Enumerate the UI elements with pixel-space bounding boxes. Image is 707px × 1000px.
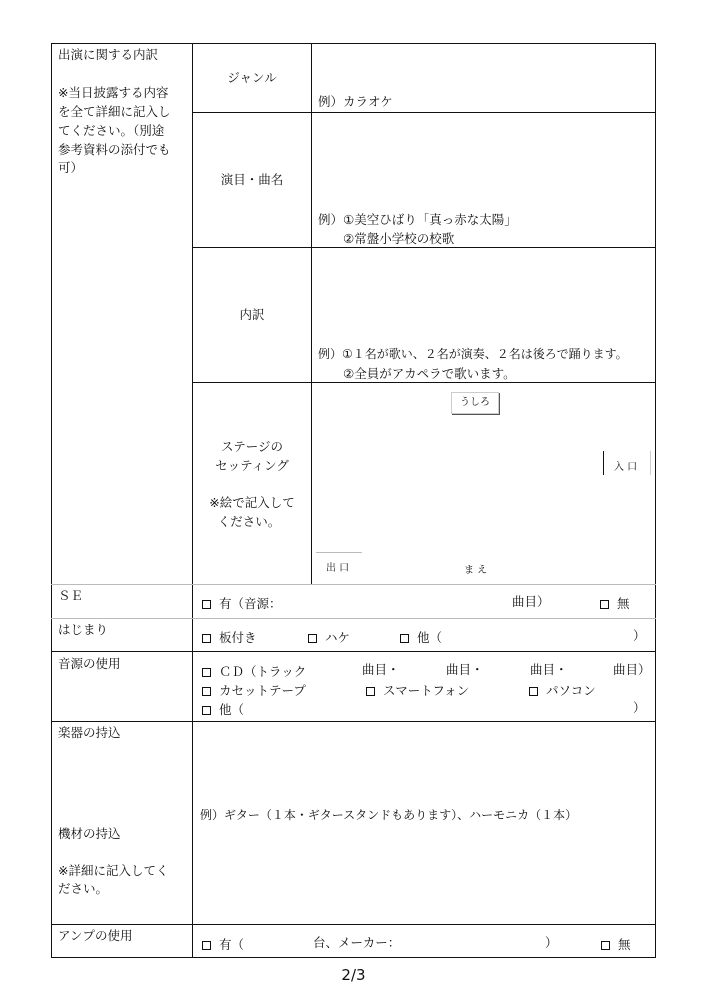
row-divider-start: [51, 651, 656, 652]
start-option-3-close: ）: [633, 628, 646, 643]
se-track-label: 曲目）: [512, 594, 550, 609]
se-yes-checkbox[interactable]: [202, 600, 211, 609]
breakdown-label: 内訳: [239, 307, 265, 322]
audio-cassette-checkbox[interactable]: [202, 687, 211, 696]
table-border-right: [655, 43, 656, 958]
stage-entrance-box: [603, 451, 651, 475]
stage-entrance-label: 入 口: [614, 462, 638, 473]
audio-cd-checkbox[interactable]: [202, 668, 211, 677]
amp-no-option[interactable]: [601, 935, 631, 953]
audio-smartphone-option[interactable]: [366, 681, 469, 699]
amp-yes-checkbox[interactable]: [202, 941, 211, 950]
performance-section-title: 出演に関する内訳: [58, 47, 159, 62]
performance-note-line-5: 可）: [58, 160, 84, 175]
amp-yes-label: 有（: [219, 937, 245, 952]
instruments-label: 楽器の持込: [58, 725, 121, 740]
table-border-top: [51, 43, 656, 44]
amp-units-label: 台、メーカー：: [313, 935, 401, 950]
start-option-2-label: ハケ: [325, 630, 351, 645]
start-option-3[interactable]: [400, 628, 442, 646]
performance-note-line-2: を全て詳細に記入し: [58, 104, 171, 119]
performance-note-line-4: 参考資料の添付でも: [58, 142, 171, 157]
audio-track-2: 曲目・: [446, 662, 484, 677]
row-divider-genre: [192, 112, 656, 113]
stage-label-line-1: ステージの: [220, 439, 283, 454]
start-option-1-label: 板付き: [219, 630, 257, 645]
stage-back-label: うしろ: [460, 397, 490, 408]
row-divider-stage: [51, 584, 656, 585]
audio-cd-option[interactable]: [202, 662, 306, 680]
program-example-line-2: ②常盤小学校の校歌: [343, 231, 455, 246]
audio-label: 音源の使用: [58, 656, 121, 671]
amp-no-label: 無: [618, 937, 631, 952]
breakdown-example-line-2: ②全員がアカペラで歌います。: [343, 366, 516, 381]
start-option-1-checkbox[interactable]: [202, 634, 211, 643]
performance-note-line-3: てください。（別途: [58, 123, 165, 138]
audio-track-3: 曲目・: [530, 662, 568, 677]
se-yes-option[interactable]: [202, 594, 282, 612]
table-border-left: [51, 43, 52, 958]
start-option-2-checkbox[interactable]: [308, 634, 317, 643]
audio-smartphone-label: スマートフォン: [383, 683, 470, 698]
se-no-checkbox[interactable]: [600, 600, 609, 609]
audio-pc-label: パソコン: [546, 683, 596, 698]
audio-other-checkbox[interactable]: [202, 706, 211, 715]
amp-close: ）: [545, 935, 558, 950]
stage-label-line-2: セッティング: [215, 458, 289, 473]
se-no-option[interactable]: [600, 594, 630, 612]
audio-other-option[interactable]: [202, 700, 244, 718]
program-example-line-1: 例）①美空ひばり「真っ赤な太陽」: [318, 212, 517, 227]
instruments-example: 例）ギター（１本・ギタースタンドもあります）、ハーモニカ（１本）: [200, 808, 578, 822]
audio-pc-option[interactable]: [529, 681, 596, 699]
se-yes-label: 有（音源：: [219, 596, 282, 611]
start-option-1[interactable]: [202, 628, 257, 646]
row-divider-audio: [51, 721, 656, 722]
amp-label: アンプの使用: [58, 928, 133, 943]
audio-cassette-option[interactable]: [202, 681, 306, 699]
audio-smartphone-checkbox[interactable]: [366, 687, 375, 696]
stage-front-label: ま え: [464, 565, 488, 576]
breakdown-example-line-1: 例）①１名が歌い、２名が演奏、２名は後ろで踊ります。: [318, 347, 628, 361]
audio-cd-label: ＣＤ（トラック: [219, 664, 307, 679]
stage-exit-line: [316, 552, 362, 553]
se-label: ＳＥ: [58, 588, 84, 603]
start-option-3-checkbox[interactable]: [400, 634, 409, 643]
page-number: 2/3: [341, 966, 366, 984]
audio-other-label: 他（: [219, 702, 245, 717]
table-border-bottom: [51, 957, 656, 958]
genre-label: ジャンル: [227, 70, 277, 85]
start-option-2[interactable]: [308, 628, 350, 646]
audio-pc-checkbox[interactable]: [529, 687, 538, 696]
row-divider-se: [51, 618, 656, 619]
se-no-label: 無: [617, 596, 630, 611]
audio-cassette-label: カセットテープ: [219, 683, 306, 698]
amp-no-checkbox[interactable]: [601, 941, 610, 950]
audio-track-1: 曲目・: [362, 662, 400, 677]
program-label: 演目・曲名: [220, 172, 284, 187]
instruments-note-line-2: ださい。: [58, 881, 109, 896]
row-divider-instruments: [51, 924, 656, 925]
audio-other-close: ）: [633, 700, 646, 715]
equipment-label: 機材の持込: [58, 826, 121, 841]
stage-exit-label: 出 口: [326, 563, 350, 574]
stage-back-box: [451, 392, 499, 414]
performance-note-line-1: ※当日披露する内容: [58, 85, 169, 100]
genre-example: 例）カラオケ: [318, 94, 393, 109]
audio-track-4: 曲目）: [613, 662, 651, 677]
instruments-note-line-1: ※詳細に記入してく: [58, 863, 169, 878]
amp-yes-option[interactable]: [202, 935, 244, 953]
col-divider-2: [311, 43, 312, 584]
stage-note-line-2: ください。: [217, 514, 281, 529]
stage-note-line-1: ※絵で記入して: [209, 495, 295, 510]
start-option-3-label: 他（: [417, 630, 443, 645]
start-label: はじまり: [58, 622, 109, 637]
